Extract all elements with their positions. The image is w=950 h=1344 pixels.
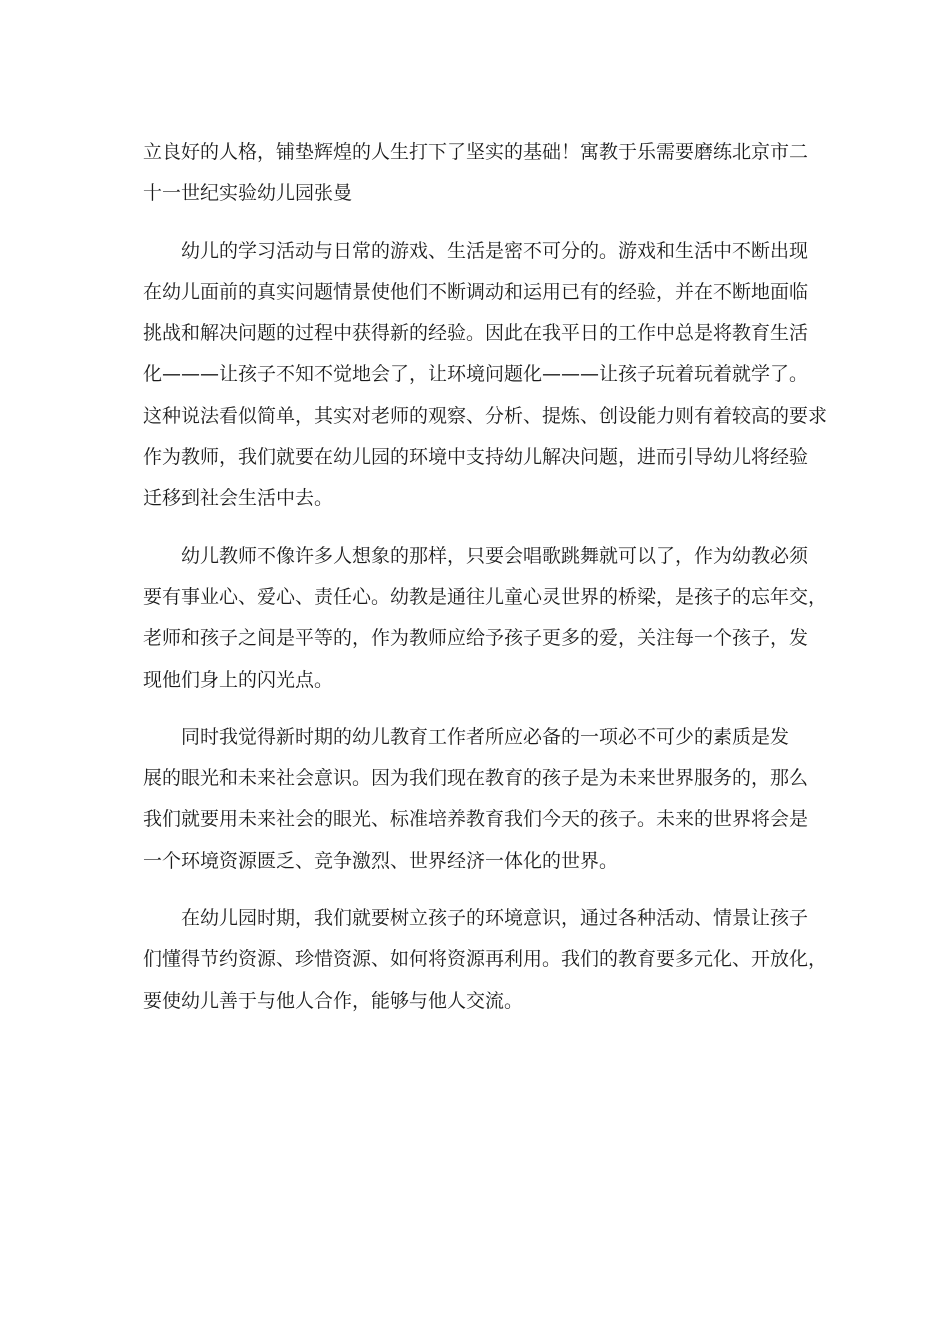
paragraph-2 [143,231,828,520]
text-line: 同时我觉得新时期的幼儿教育工作者所应必备的一项必不可少的素质是发 [181,725,790,748]
document-body [143,132,828,1038]
text-line: 在幼儿面前的真实问题情景使他们不断调动和运用已有的经验，并在不断地面临 [143,280,809,303]
text-line: 老师和孩子之间是平等的，作为教师应给予孩子更多的爱，关注每一个孩子，发 [143,627,809,650]
text-line: 一个环境资源匮乏、竞争激烈、世界经济一体化的世界。 [143,849,619,872]
text-line: 化———让孩子不知不觉地会了，让环境问题化———让孩子玩着玩着就学了。 [143,363,809,386]
text-line: 要使幼儿善于与他人合作，能够与他人交流。 [143,989,524,1012]
text-line: 要有事业心、爱心、责任心。幼教是通往儿童心灵世界的桥梁，是孩子的忘年交， [143,585,828,608]
text-line: 们懂得节约资源、珍惜资源、如何将资源再利用。我们的教育要多元化、开放化， [143,948,828,971]
text-line: 在幼儿园时期，我们就要树立孩子的环境意识，通过各种活动、情景让孩子 [181,907,809,930]
paragraph-1 [143,132,823,215]
text-line: 作为教师，我们就要在幼儿园的环境中支持幼儿解决问题，进而引导幼儿将经验 [143,446,809,469]
text-line: 立良好的人格，铺垫辉煌的人生打下了坚实的基础！寓教于乐需要磨练北京市二 [143,141,809,163]
text-line: 幼儿教师不像许多人想象的那样，只要会唱歌跳舞就可以了，作为幼教必须 [181,544,809,567]
paragraph-4 [143,717,823,882]
paragraph-5 [143,898,828,1022]
text-line: 幼儿的学习活动与日常的游戏、生活是密不可分的。游戏和生活中不断出现 [181,239,809,262]
text-line: 我们就要用未来社会的眼光、标准培养教育我们今天的孩子。未来的世界将会是 [143,808,809,831]
paragraph-3 [143,536,828,701]
text-line: 十一世纪实验幼儿园张曼 [143,182,353,205]
text-line: 展的眼光和未来社会意识。因为我们现在教育的孩子是为未来世界服务的，那么 [143,767,809,790]
text-line: 挑战和解决问题的过程中获得新的经验。因此在我平日的工作中总是将教育生活 [143,322,809,345]
text-line: 迁移到社会生活中去。 [143,487,334,510]
text-line: 现他们身上的闪光点。 [143,668,334,691]
text-line: 这种说法看似简单，其实对老师的观察、分析、提炼、创设能力则有着较高的要求 [143,404,828,427]
